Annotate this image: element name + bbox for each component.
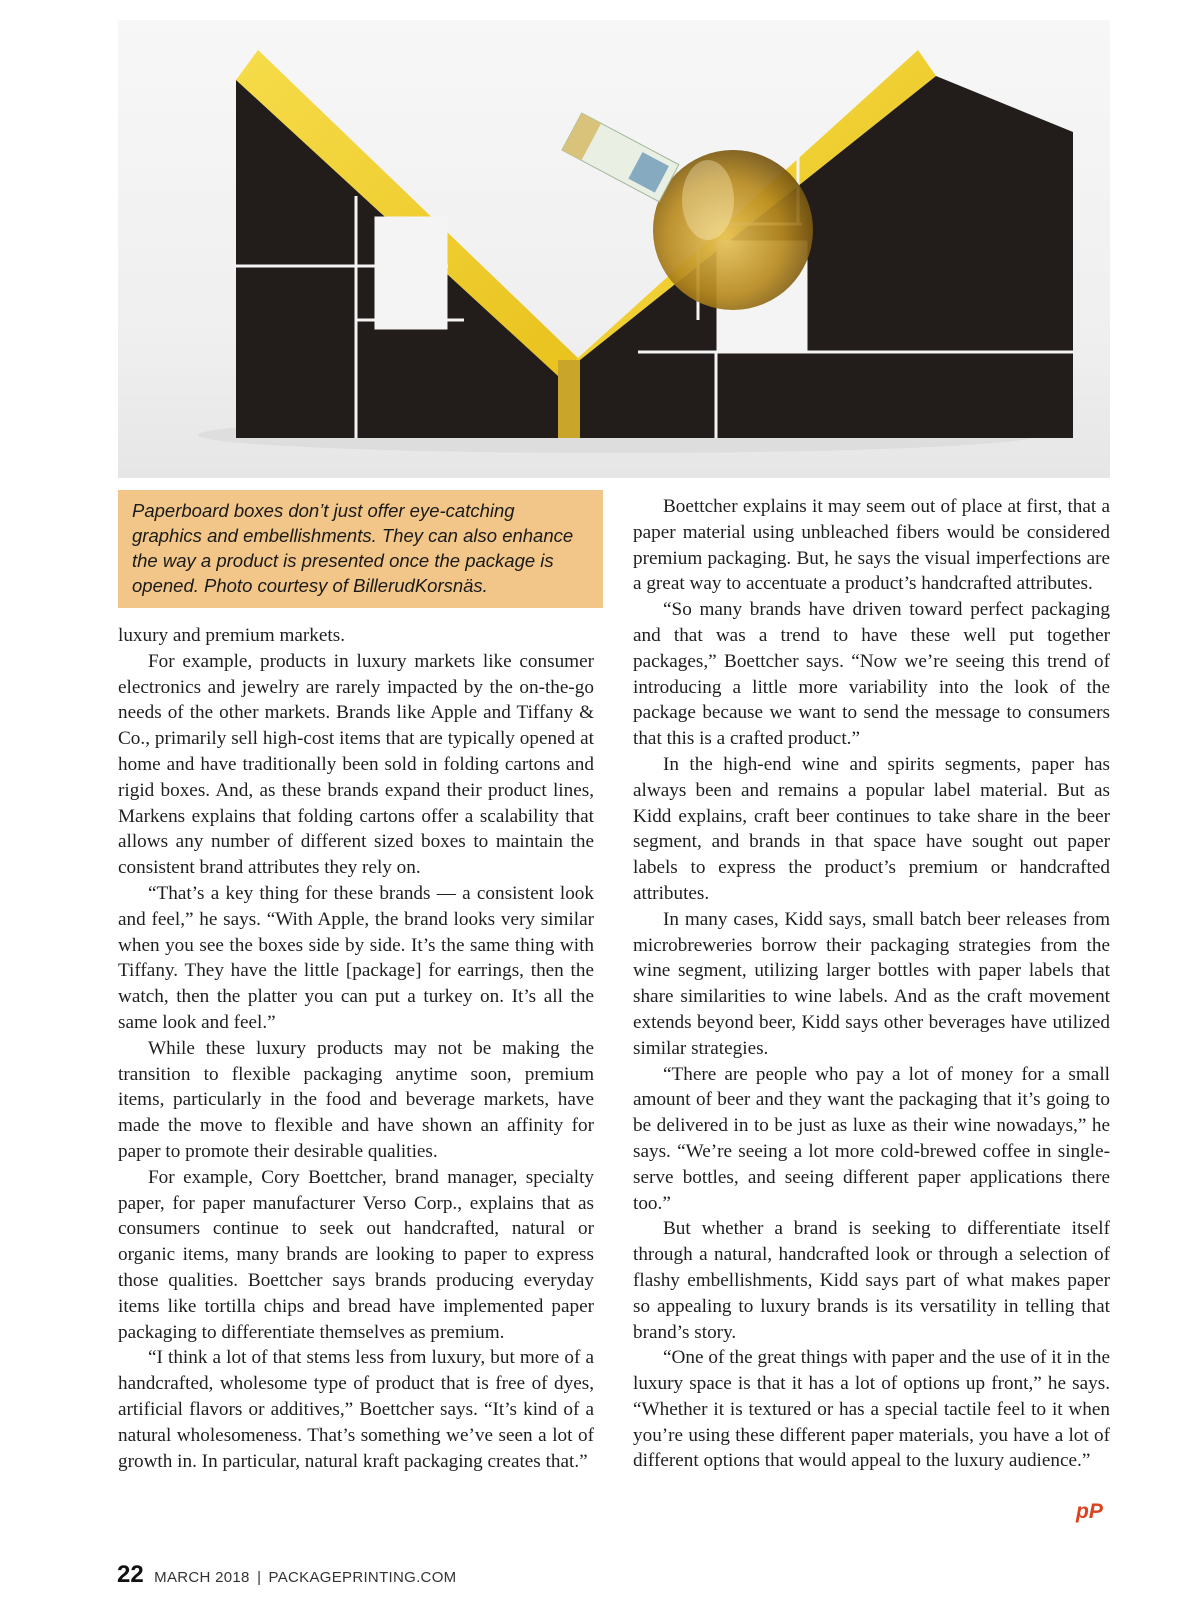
paragraph: “One of the great things with paper and the use of it in the luxury space is that it has a lot of options up front,” he says. “Whether it is textured or has a special tactile feel to it when you’re using these different paper materials, you have a lot of different options that would appeal to the luxury audience.” bbox=[633, 1347, 1110, 1472]
paperboard-box-photo-icon bbox=[118, 20, 1110, 478]
issue-date: MARCH 2018 bbox=[154, 1569, 250, 1586]
page-footer bbox=[117, 1561, 456, 1589]
paragraph: For example, products in luxury markets like consumer electronics and jewelry are rarely impacted by the on-the-go needs of the other markets. Brands like Apple and Tiffany & Co., primarily sell high-cost items that are typically opened at home and have traditionally been sold in folding cartons and rigid boxes. And, as these brands expand their product lines, Markens explains that folding cartons offer a scalability that allows any number of different sized boxes to maintain the consistent brand attributes they rely on. bbox=[118, 650, 594, 879]
caption-text: Paperboard boxes don’t just offer eye-catching graphics and embellishments. They can also enhance the way a product is presented once the package is opened. Photo courtesy of BillerudKorsnäs. bbox=[132, 500, 574, 596]
paperboard-box-photo bbox=[118, 20, 1110, 478]
article-left-column bbox=[118, 623, 594, 1474]
paragraph: For example, Cory Boettcher, brand manager, specialty paper, for paper manufacturer Verso Corp., explains that as consumers continue to seek out handcrafted, natural or organic items, many brands are looking to paper to express those qualities. Boettcher says brands producing everyday items like tortilla chips and bread have implemented paper packaging to differentiate themselves as premium. bbox=[118, 1166, 594, 1343]
paragraph: Boettcher explains it may seem out of place at first, that a paper material using unbleached fibers would be considered premium packaging. But, he says the visual imperfections are a great way to accentuate a product’s handcrafted attributes. bbox=[633, 496, 1110, 595]
photo-caption bbox=[118, 490, 603, 608]
paragraph: In many cases, Kidd says, small batch beer releases from microbreweries borrow their packaging strategies from the wine segment, utilizing larger bottles with paper labels that share similarities to wine labels. And as the craft movement extends beyond beer, Kidd says other beverages have utilized similar strategies. bbox=[633, 908, 1110, 1059]
paragraph: “I think a lot of that stems less from luxury, but more of a handcrafted, wholesome type of product that is free of dyes, artificial flavors or additives,” Boettcher says. “It’s kind of a natural wholesomeness. That’s something we’ve seen a lot of growth in. In particular, natural kraft packaging creates that.” bbox=[118, 1347, 594, 1472]
paragraph: But whether a brand is seeking to differentiate itself through a natural, handcrafted look or through a selection of flashy embellishments, Kidd says part of what makes paper so appealing to luxury brands is its versatility in telling that brand’s story. bbox=[633, 1218, 1110, 1343]
article-right-column bbox=[633, 494, 1110, 1474]
paragraph: “So many brands have driven toward perfect packaging and that was a trend to have these well put together packages,” Boettcher says. “Now we’re seeing this trend of introducing a little more variability into the look of the package because we want to send the message to consumers that this is a crafted product.” bbox=[633, 599, 1110, 750]
footer-site-link[interactable]: PACKAGEPRINTING.COM bbox=[268, 1569, 457, 1586]
page-number: 22 bbox=[117, 1561, 144, 1588]
paragraph: “There are people who pay a lot of money for a small amount of beer and they want the packaging that it’s going to be delivered in to be just as luxe as their wine nowadays,” he says. “We’re seeing a lot more cold-brewed coffee in single-serve bottles, and seeing different paper applications there too.” bbox=[633, 1063, 1110, 1214]
paragraph: While these luxury products may not be making the transition to flexible packaging anytime soon, premium items, particularly in the food and beverage markets, have made the move to flexible and have shown an affinity for paper to promote their desirable qualities. bbox=[118, 1037, 594, 1162]
paragraph: “That’s a key thing for these brands — a consistent look and feel,” he says. “With Apple, the brand looks very similar when you see the boxes side by side. It’s the same thing with Tiffany. They have the little [package] for earrings, then the watch, then the platter you can put a turkey on. It’s all the same look and feel.” bbox=[118, 882, 594, 1033]
paragraph: luxury and premium markets. bbox=[118, 625, 345, 646]
paragraph: In the high-end wine and spirits segments, paper has always been and remains a popular label material. But as Kidd explains, craft beer continues to take share in the beer segment, and brands in that space have sought out paper labels to express the product’s premium or handcrafted attributes. bbox=[633, 753, 1110, 904]
footer-separator: | bbox=[257, 1569, 262, 1586]
end-mark-logo: pP bbox=[1076, 1500, 1103, 1523]
